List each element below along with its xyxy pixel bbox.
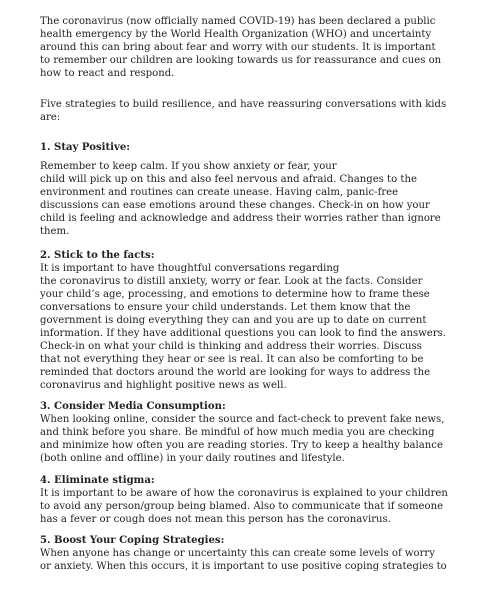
text-line: coronavirus and highlight positive news as well. [40,380,287,391]
section-heading: 2. Stick to the facts: [40,250,155,261]
text-line: to avoid any person/group being blamed. Also to communicate that if someone [40,501,444,512]
text-line: that not everything they hear or see is real. It can also be comforting to be [40,354,424,365]
text-line: to remember our children are looking towards us for reassurance and cues on [40,55,442,66]
text-line: around this can bring about fear and worry with our students. It is important [40,42,436,53]
text-line: When anyone has change or uncertainty this can create some levels of worry [40,548,435,559]
text-line: government is doing everything they can and you are up to date on current [40,315,427,326]
text-line: them. [40,226,70,237]
section-heading: 5. Boost Your Coping Strategies: [40,535,225,546]
text-line: discussions can ease emotions around these changes. Check-in on how your [40,200,430,211]
text-line: It is important to have thoughtful conversations regarding [40,263,340,274]
text-line: Check-in on what your child is thinking and address their worries. Discuss [40,341,422,352]
text-line: child will pick up on this and also feel nervous and afraid. Changes to the [40,174,417,185]
text-line: Remember to keep calm. If you show anxiety or fear, your [40,161,337,172]
section-heading: 1. Stay Positive: [40,142,131,153]
text-line: reminded that doctors around the world are looking for ways to address the [40,367,431,378]
text-line: The coronavirus (now officially named COVID-19) has been declared a public [40,16,436,27]
text-line: conversations to ensure your child understands. Let them know that the [40,302,411,313]
text-line: (both online and offline) in your daily routines and lifestyle. [40,453,345,464]
text-line: environment and routines can create unease. Having calm, panic-free [40,187,399,198]
text-line: child is feeling and acknowledge and address their worries rather than ignore [40,213,441,224]
text-line: and minimize how often you are reading stories. Try to keep a healthy balance [40,440,443,451]
text-line: and think before you share. Be mindful of how much media you are checking [40,427,435,438]
section-heading: 4. Eliminate stigma: [40,475,155,486]
text-line: It is important to be aware of how the coronavirus is explained to your children [40,488,448,499]
text-line: When looking online, consider the source and fact-check to prevent fake news, [40,414,445,425]
text-line: health emergency by the World Health Organization (WHO) and uncertainty [40,29,432,40]
text-line: or anxiety. When this occurs, it is important to use positive coping strategies to [40,561,447,572]
text-line: how to react and respond. [40,68,175,79]
text-line: Five strategies to build resilience, and have reassuring conversations with kids [40,99,447,110]
text-line: has a fever or cough does not mean this person has the coronavirus. [40,514,391,525]
section-heading: 3. Consider Media Consumption: [40,401,226,412]
text-line: your child’s age, processing, and emotions to determine how to frame these [40,289,430,300]
text-line: information. If they have additional questions you can look to find the answers. [40,328,446,339]
text-line: are: [40,112,61,123]
text-line: the coronavirus to distill anxiety, worry or fear. Look at the facts. Consider [40,276,423,287]
